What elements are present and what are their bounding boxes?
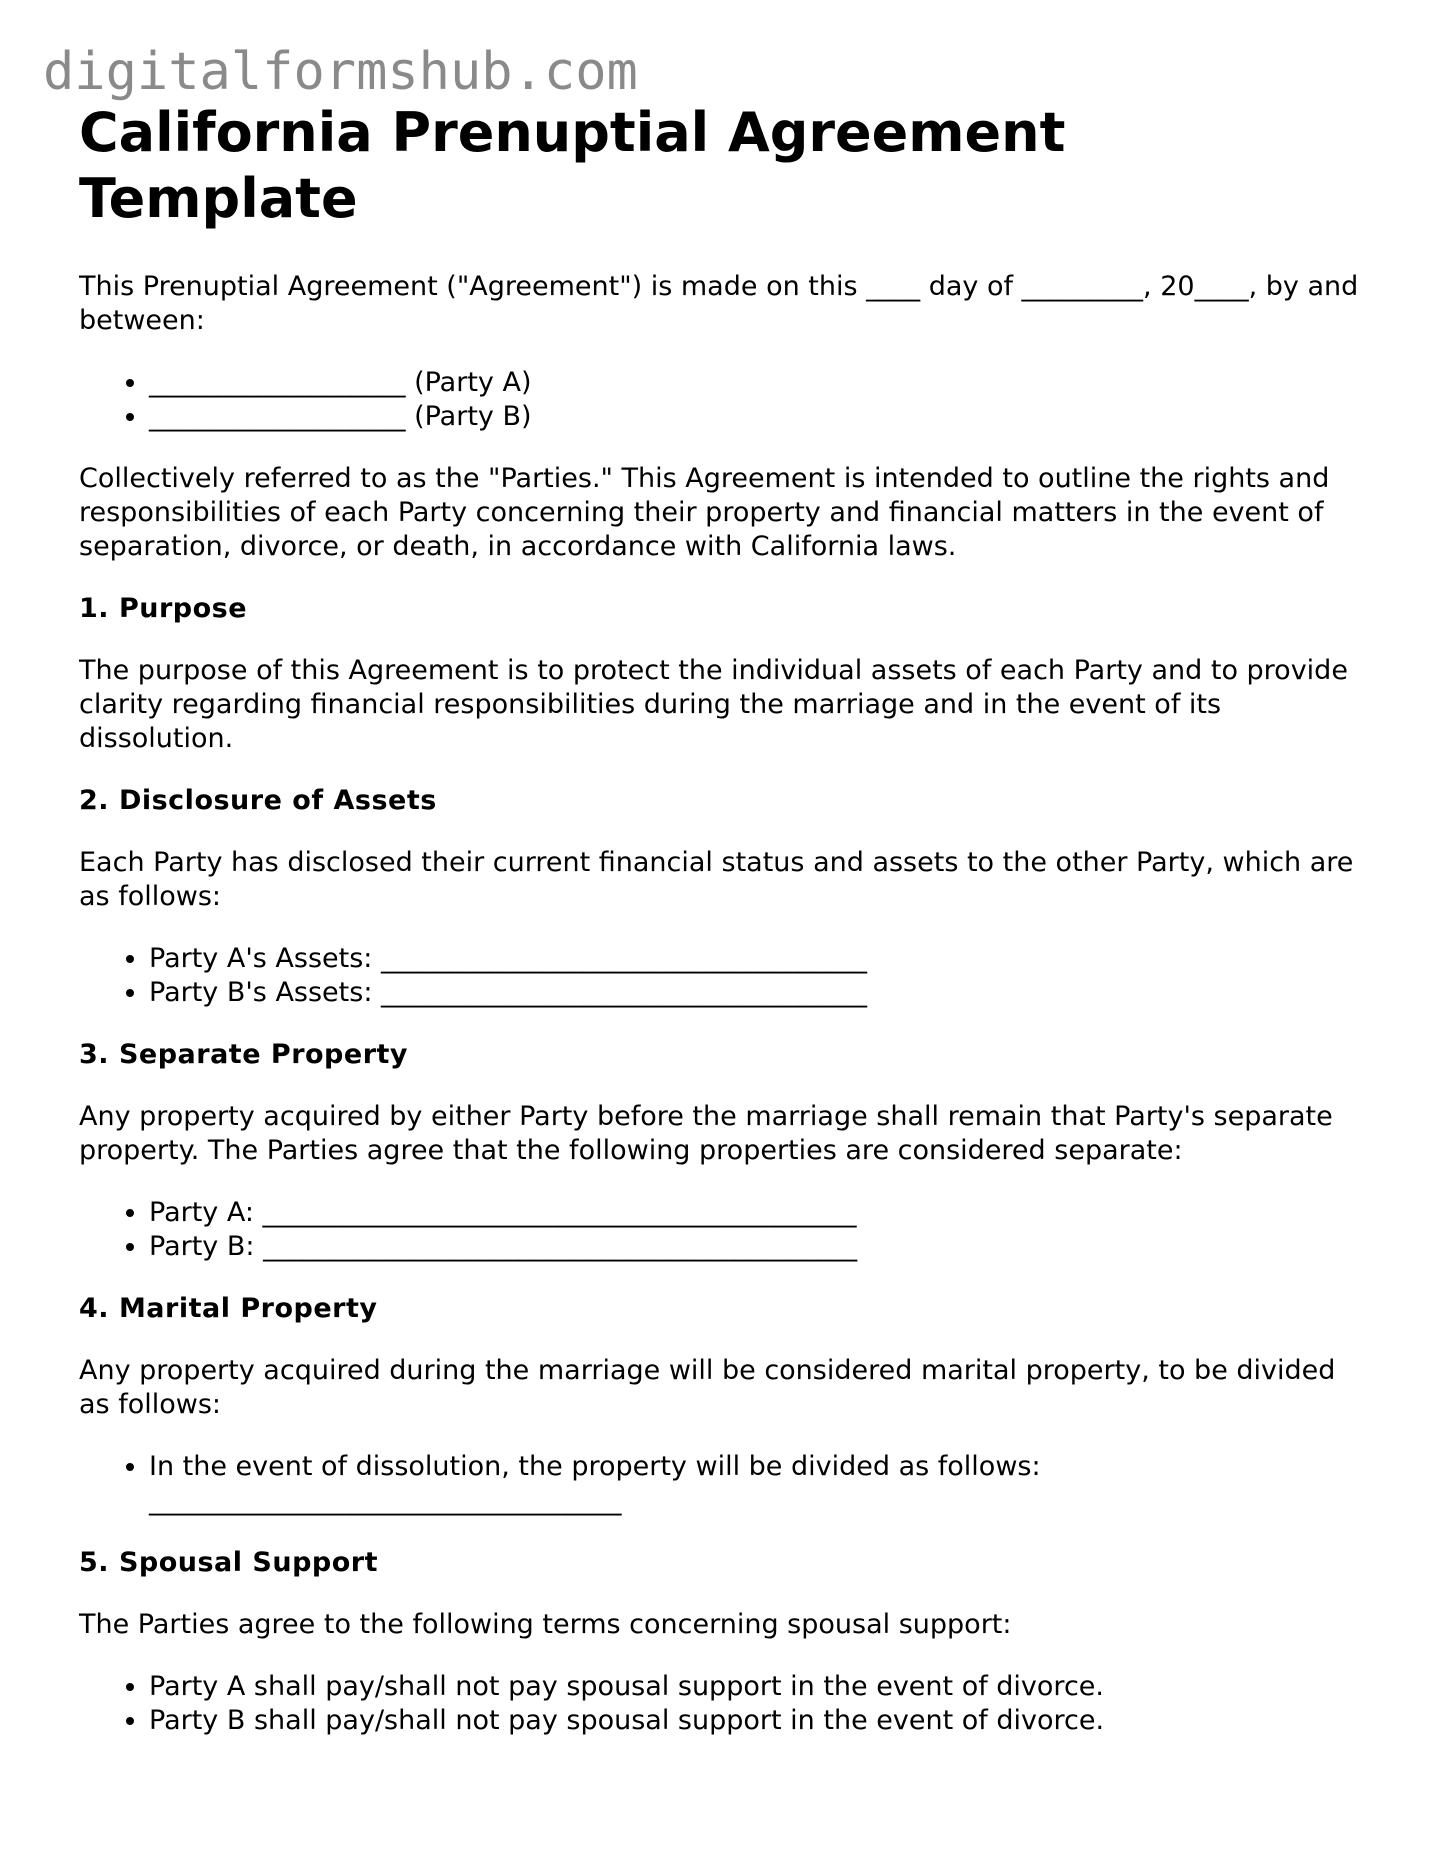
document-title: California Prenuptial Agreement Template xyxy=(79,101,1066,230)
list-item: • Party B's Assets: ____________________________________ xyxy=(149,976,1369,1010)
list-item: • Party A's Assets: ____________________________________ xyxy=(149,942,1369,976)
section-heading-separate-property: 3. Separate Property xyxy=(79,1039,409,1070)
marital-property-list xyxy=(79,1450,1369,1518)
collectively-paragraph: Collectively referred to as the "Parties." This Agreement is intended to outline the rights and responsibilities of each Party concerning their property and financial matters in the event of separation, divorce, or death, in accordance with California laws. xyxy=(79,463,1330,562)
list-item: • In the event of dissolution, the property will be divided as follows: ___________________________________ xyxy=(149,1450,1369,1518)
section-heading-spousal-support: 5. Spousal Support xyxy=(79,1547,379,1578)
section-heading-marital-property: 4. Marital Property xyxy=(79,1293,378,1324)
section-heading-disclosure: 2. Disclosure of Assets xyxy=(79,785,437,816)
document-page xyxy=(79,100,1369,1766)
parties-list xyxy=(79,366,1369,434)
list-item: • Party A shall pay/shall not pay spousal support in the event of divorce. xyxy=(149,1670,1369,1704)
disclosure-list xyxy=(79,942,1369,1010)
spousal-support-list xyxy=(79,1670,1369,1738)
party-b-line: • ___________________ (Party B) xyxy=(149,400,1369,434)
section-body-separate-property: Any property acquired by either Party before the marriage shall remain that Party's separate property. The Parties agree that the following properties are considered separate: xyxy=(79,1101,1333,1166)
section-body-purpose: The purpose of this Agreement is to protect the individual assets of each Party and to provide clarity regarding financial responsibilities during the marriage and in the event of its dissolution. xyxy=(79,655,1348,754)
section-body-disclosure: Each Party has disclosed their current financial status and assets to the other Party, which are as follows: xyxy=(79,847,1354,912)
party-a-line: • ___________________ (Party A) xyxy=(149,366,1369,400)
section-body-spousal-support: The Parties agree to the following terms concerning spousal support: xyxy=(79,1609,1012,1640)
watermark-text: digitalformshub.com xyxy=(43,42,638,102)
list-item: • Party B shall pay/shall not pay spousal support in the event of divorce. xyxy=(149,1704,1369,1738)
section-body-marital-property: Any property acquired during the marriage will be considered marital property, to be divided as follows: xyxy=(79,1355,1336,1420)
separate-property-list xyxy=(79,1196,1369,1264)
list-item: • Party B: ____________________________________________ xyxy=(149,1230,1369,1264)
section-heading-purpose: 1. Purpose xyxy=(79,593,248,624)
intro-paragraph: This Prenuptial Agreement ("Agreement") is made on this ____ day of _________, 20____, by and between: xyxy=(79,271,1359,336)
list-item: • Party A: ____________________________________________ xyxy=(149,1196,1369,1230)
